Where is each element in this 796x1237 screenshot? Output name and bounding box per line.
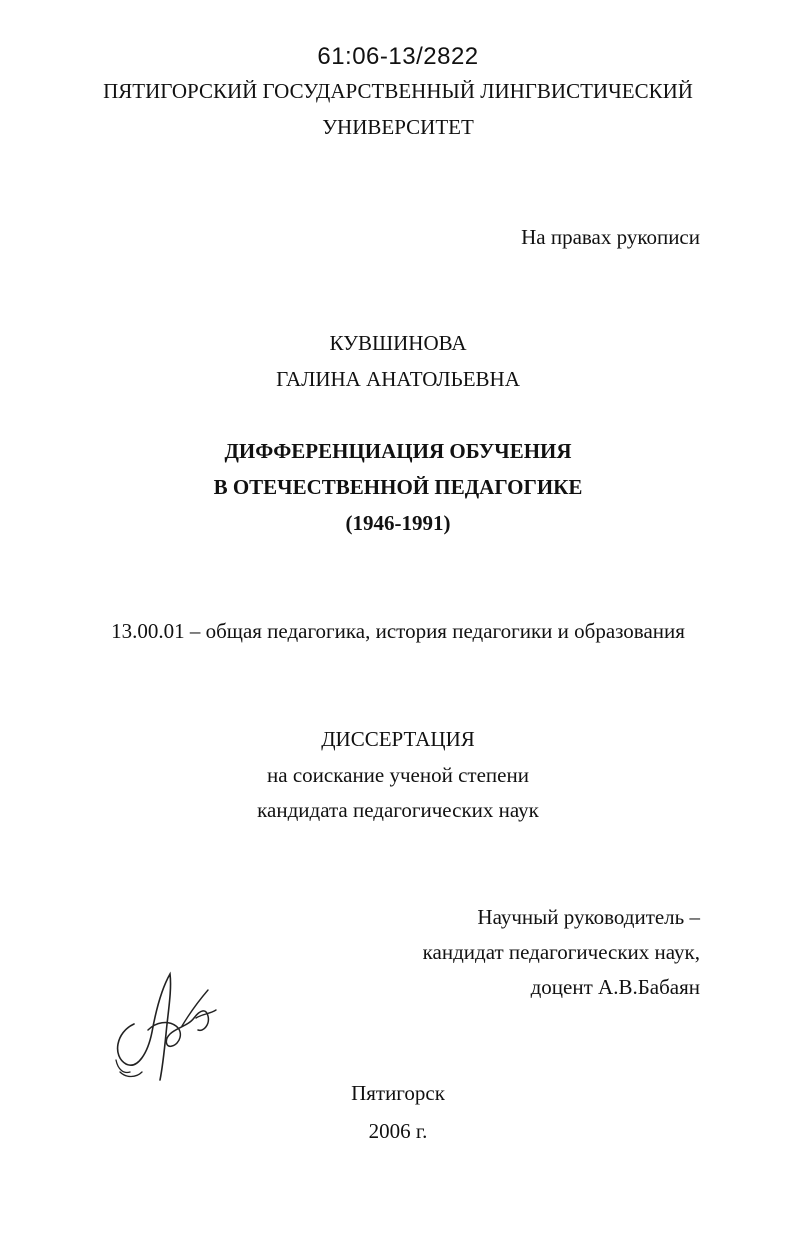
signature-icon xyxy=(96,960,226,1090)
supervisor-name: доцент А.В.Бабаян xyxy=(530,975,700,999)
degree-line1: на соискание ученой степени xyxy=(267,763,529,787)
university-name-line2: УНИВЕРСИТЕТ xyxy=(322,115,474,139)
supervisor-role: Научный руководитель – xyxy=(477,905,700,929)
rights-note: На правах рукописи xyxy=(521,225,700,249)
specialty-code: 13.00.01 – общая педагогика, история педагогики и образования xyxy=(111,619,685,643)
dissertation-heading: ДИССЕРТАЦИЯ xyxy=(321,727,475,751)
title-line1: ДИФФЕРЕНЦИАЦИЯ ОБУЧЕНИЯ xyxy=(224,439,572,463)
author-surname: КУВШИНОВА xyxy=(329,331,467,355)
city: Пятигорск xyxy=(351,1081,445,1105)
degree-line2: кандидата педагогических наук xyxy=(257,798,539,822)
supervisor-degree: кандидат педагогических наук, xyxy=(422,940,700,964)
title-line2: В ОТЕЧЕСТВЕННОЙ ПЕДАГОГИКЕ xyxy=(213,475,583,499)
title-years: (1946-1991) xyxy=(345,511,451,535)
university-name-line1: ПЯТИГОРСКИЙ ГОСУДАРСТВЕННЫЙ ЛИНГВИСТИЧЕСКИЙ xyxy=(103,79,693,103)
author-name: ГАЛИНА АНАТОЛЬЕВНА xyxy=(276,367,520,391)
archive-code: 61:06-13/2822 xyxy=(317,43,479,70)
year: 2006 г. xyxy=(368,1119,428,1143)
